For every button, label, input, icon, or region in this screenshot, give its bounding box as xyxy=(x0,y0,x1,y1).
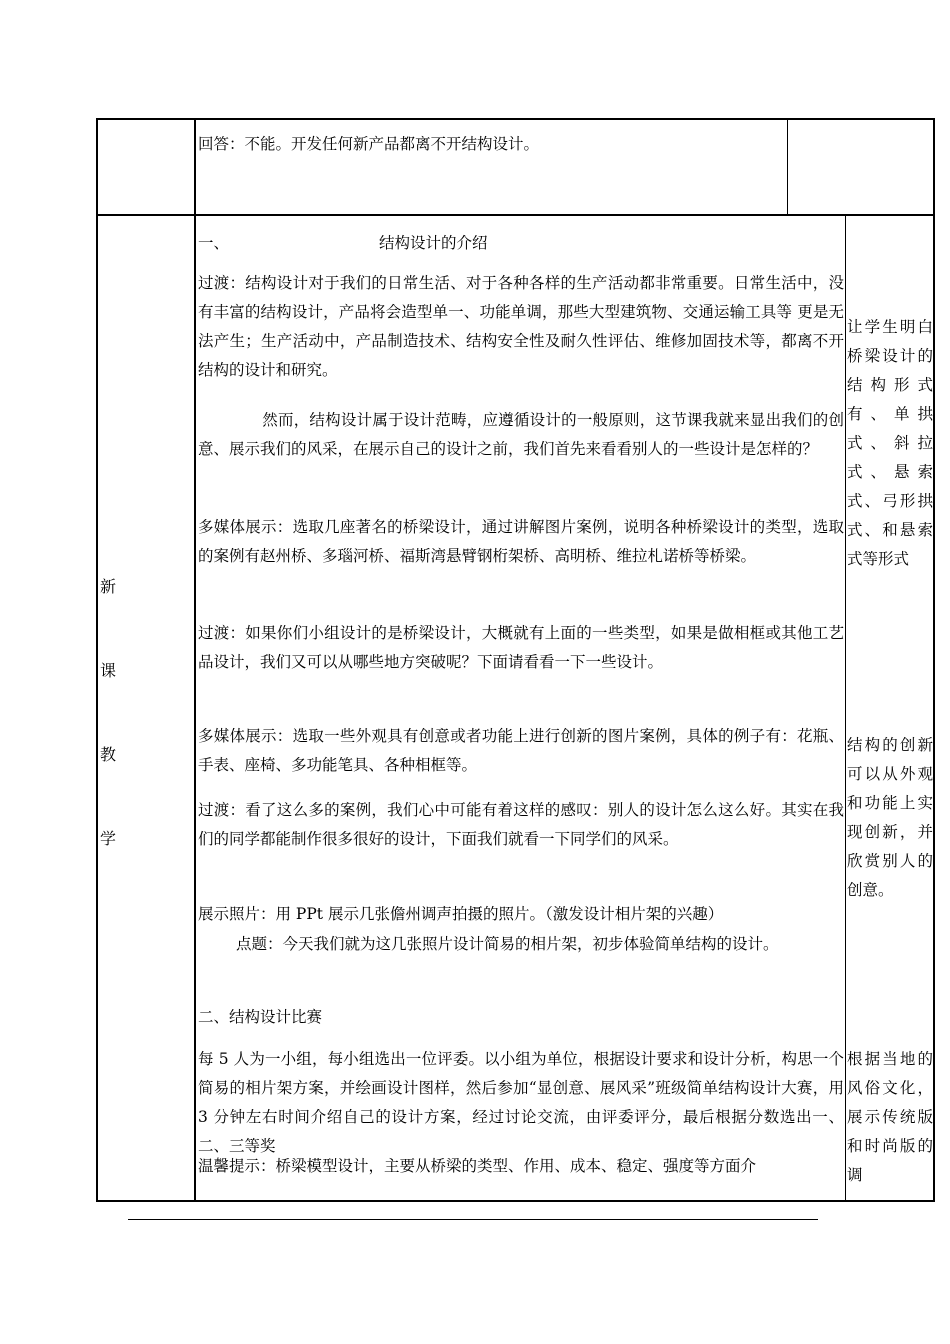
column-divider-top-right xyxy=(787,118,788,214)
paragraph-transition-3: 过渡：看了这么多的案例，我们心中可能有着这样的感叹：别人的设计怎么这么好。其实在我们的同学都能制作很多很好的设计，下面我们就看一下同学们的风采。 xyxy=(198,801,844,848)
column-divider-2 xyxy=(845,214,846,1202)
paragraph-tip: 温馨提示：桥梁模型设计，主要从桥梁的类型、作用、成本、稳定、强度等方面介 xyxy=(198,1157,757,1175)
column-divider-1 xyxy=(194,118,196,1202)
heading-number: 一、 xyxy=(198,234,230,252)
answer-text: 回答：不能。开发任何新产品都离不开结构设计。 xyxy=(198,135,540,153)
note-bridge-forms: 让学生明白桥梁设计的结构形式有、单拱式、斜拉式、悬索式、弓形拱式、和悬索式等形式 xyxy=(847,318,933,568)
paragraph-principle: 然而，结构设计属于设计范畴，应遵循设计的一般原则，这节课我就来显出我们的创意、展示我们的风采，在展示自己的设计之前，我们首先来看看别人的一些设计是怎样的？ xyxy=(198,411,844,458)
paragraph-contest-rules: 每 5 人为一小组，每小组选出一位评委。以小组为单位，根据设计要求和设计分析，构思一个简易的相片架方案，并绘画设计图样，然后参加“显创意、展风采”班级简单结构设计大赛，用 3 分钟左右时间介绍自己的设计方案，经过讨论交流，由评委评分，最后根据分数选出一、二、三等奖 xyxy=(198,1050,844,1155)
heading-title: 结构设计的介绍 xyxy=(379,234,488,252)
paragraph-transition-2: 过渡：如果你们小组设计的是桥梁设计，大概就有上面的一些类型，如果是做相框或其他工艺品设计，我们又可以从哪些地方突破呢？下面请看看一下一些设计。 xyxy=(198,624,844,671)
table-border-bottom xyxy=(96,1200,935,1202)
paragraph-topic: 点题：今天我们就为这几张照片设计简易的相片架，初步体验简单结构的设计。 xyxy=(236,935,779,953)
label-char: 学 xyxy=(100,829,117,848)
paragraph-photos: 展示照片：用 PPt 展示几张儋州调声拍摄的照片。（激发设计相片架的兴趣） xyxy=(198,905,724,923)
table-border-right xyxy=(933,118,935,1202)
note-local-culture: 根据当地的风俗文化，展示传统版和时尚版的调 xyxy=(847,1050,933,1184)
note-structure-innovation: 结构的创新可以从外观和功能上实现创新，并欣赏别人的创意。 xyxy=(847,736,933,899)
paragraph-bridge-cases: 多媒体展示：选取几座著名的桥梁设计，通过讲解图片案例，说明各种桥梁设计的类型，选取的案例有赵州桥、多瑙河桥、福斯湾悬臂钢桁架桥、高明桥、维拉札诺桥等桥梁。 xyxy=(198,518,844,565)
section-heading-2: 二、结构设计比赛 xyxy=(198,1008,323,1026)
label-char: 新 xyxy=(100,577,117,596)
table-border-top xyxy=(96,118,935,120)
table-border-left xyxy=(96,118,98,1202)
paragraph-creative-cases: 多媒体展示：选取一些外观具有创意或者功能上进行创新的图片案例，具体的例子有：花瓶、手表、座椅、多功能笔具、各种相框等。 xyxy=(198,727,844,774)
paragraph-transition-1: 过渡：结构设计对于我们的日常生活、对于各种各样的生产活动都非常重要。日常生活中，没有丰富的结构设计，产品将会造型单一、功能单调，那些大型建筑物、交通运输工具等 更是无法产生；生产活动中，产品制造技术、结构安全性及耐久性评估、维修加固技术等，都离不开结构的设计和研究。 xyxy=(198,274,844,379)
row-divider xyxy=(96,214,935,216)
section-heading-1 xyxy=(198,229,838,258)
label-char: 课 xyxy=(100,661,117,680)
label-char: 教 xyxy=(100,745,117,764)
footer-rule xyxy=(128,1219,818,1220)
